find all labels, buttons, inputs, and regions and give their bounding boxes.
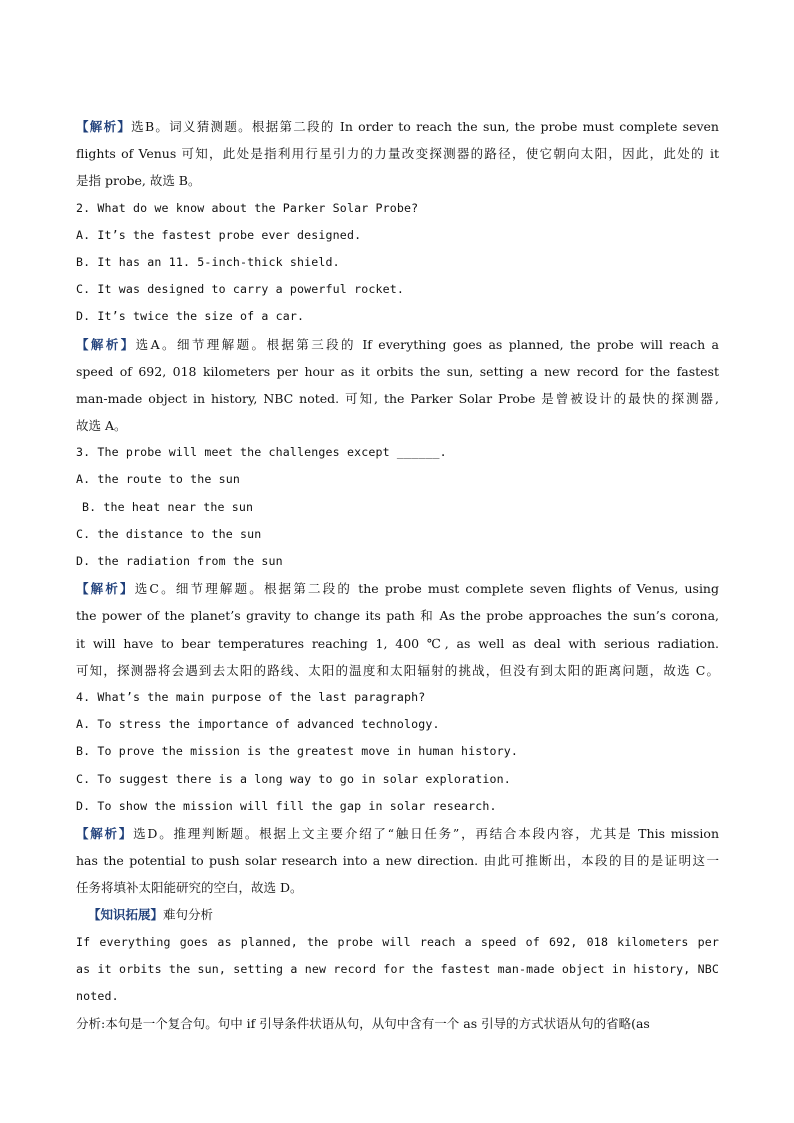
analysis-tag: 【解析】: [76, 825, 134, 841]
example-sentence-line: noted.: [76, 989, 119, 1003]
question-stem: 2. What do we know about the Parker Solar Probe?: [76, 200, 419, 215]
analysis-line: 【解析】选D。推理判断题。根据上文主要介绍了“触日任务”，再结合本段内容，尤其是 This mission: [76, 825, 719, 841]
option-a: A. the route to the sun: [76, 472, 240, 487]
analysis-line: 【解析】选A。细节理解题。根据第三段的 If everything goes as planned, the probe will reach a: [76, 336, 719, 352]
example-sentence-line: as it orbits the sun, setting a new record for the fastest man-made object in history, NBC: [76, 961, 719, 976]
analysis-tag: 【解析】: [76, 336, 136, 352]
text-line: 任务将填补太阳能研究的空白，故选 D。: [76, 880, 303, 896]
analysis-line: 【解析】选B。词义猜测题。根据第二段的 In order to reach the sun, the probe must complete seven: [76, 119, 719, 134]
text-line: 是指 probe, 故选 B。: [76, 173, 201, 189]
option-b: B. To prove the mission is the greatest move in human history.: [76, 744, 519, 759]
text-line: 可知，探测器将会遇到去太阳的路线、太阳的温度和太阳辐射的挑战，但没有到太阳的距离问题，故选 C。: [76, 662, 719, 678]
option-b: B. the heat near the sun: [82, 499, 254, 514]
document-page: [76, 113, 719, 1037]
option-d: D. To show the mission will fill the gap in solar research.: [76, 798, 497, 813]
text-line: has the potential to push solar research into a new direction. 由此可推断出，本段的目的是证明这一: [76, 853, 719, 869]
text-line: the power of the planet’s gravity to change its path 和 As the probe approaches the sun’s corona,: [76, 608, 719, 624]
knowledge-tag: 【知识拓展】: [88, 907, 164, 923]
option-c: C. It was designed to carry a powerful rocket.: [76, 282, 404, 297]
analysis-line: 【解析】选C。细节理解题。根据第二段的 the probe must complete seven flights of Venus, using: [76, 581, 719, 597]
text-line: speed of 692, 018 kilometers per hour as it orbits the sun, setting a new record for the fastest: [76, 363, 719, 379]
text-line: 故选 A。: [76, 418, 127, 434]
option-a: A. To stress the importance of advanced technology.: [76, 717, 440, 732]
analysis-tag: 【解析】: [76, 581, 135, 597]
option-d: D. It’s twice the size of a car.: [76, 309, 305, 324]
example-sentence-line: If everything goes as planned, the probe will reach a speed of 692, 018 kilometers per: [76, 934, 719, 949]
text-line: it will have to bear temperatures reaching 1, 400 ℃, as well as deal with serious radiation.: [76, 635, 719, 651]
analysis-tag: 【解析】: [76, 119, 132, 134]
option-b: B. It has an 11. 5-inch-thick shield.: [76, 254, 340, 269]
text-line: flights of Venus 可知，此处是指利用行星引力的力量改变探测器的路径，使它朝向太阳，因此，此处的 it: [76, 146, 719, 162]
knowledge-heading: 【知识拓展】难句分析: [88, 907, 214, 923]
option-d: D. the radiation from the sun: [76, 554, 283, 568]
question-stem: 3. The probe will meet the challenges except ______.: [76, 445, 447, 460]
analysis-text-line: 分析:本句是一个复合句。句中 if 引导条件状语从句，从句中含有一个 as 引导的方式状语从句的省略(as: [76, 1016, 650, 1032]
option-a: A. It’s the fastest probe ever designed.: [76, 227, 362, 242]
question-stem: 4. What’s the main purpose of the last paragraph?: [76, 689, 426, 704]
option-c: C. To suggest there is a long way to go in solar exploration.: [76, 771, 511, 786]
option-c: C. the distance to the sun: [76, 526, 262, 541]
text-line: man-made object in history, NBC noted. 可知, the Parker Solar Probe 是曾被设计的最快的探测器,: [76, 390, 719, 406]
